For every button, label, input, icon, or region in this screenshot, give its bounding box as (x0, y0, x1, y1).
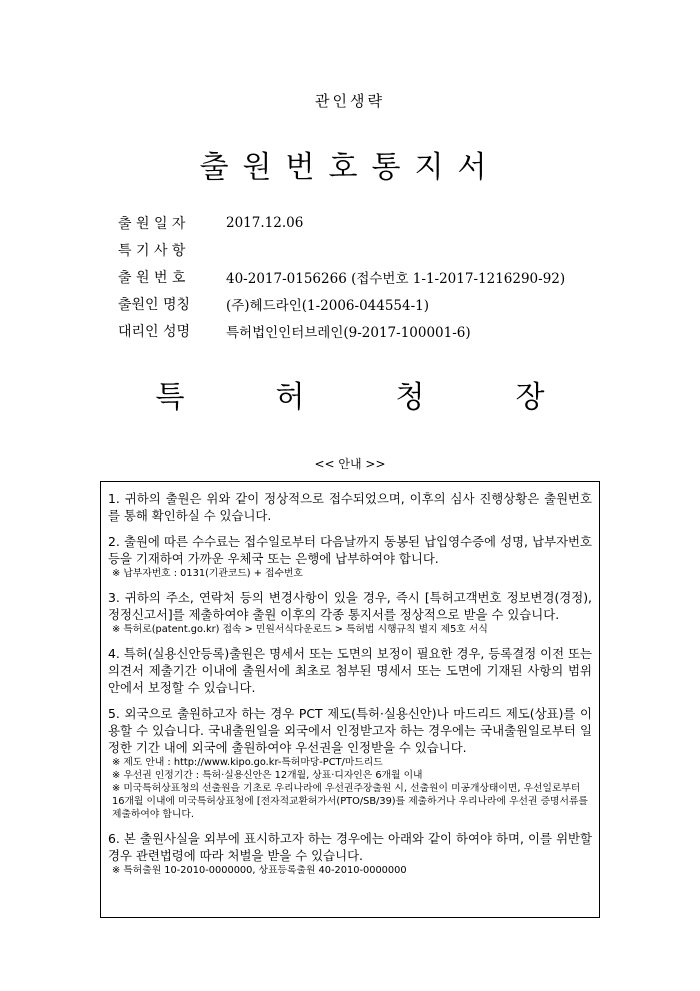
notice-note: ※ 특허로(patent.go.kr) 접속 > 민원서식다운로드 > 특허법 시행규칙 별지 제5호 서식 (112, 624, 488, 635)
issuer-char: 청 (395, 380, 425, 415)
notice-note: ※ 특허출원 10-2010-0000000, 상표등록출원 40-2010-0000000 (112, 865, 407, 876)
field-value: (주)헤드라인(1-2006-044554-1) (226, 297, 430, 314)
field-label: 특 기 사 항 (118, 242, 186, 259)
notice-text: 1. 귀하의 출원은 위와 같이 정상적으로 접수되었으며, 이후의 심사 진행상황은 출원번호를 통해 확인하실 수 있습니다. (108, 491, 592, 523)
field-label: 출 원 일 자 (118, 215, 186, 232)
notice-note: ※ 납부자번호 : 0131(기관코드) + 접수번호 (112, 568, 303, 579)
notice-item (108, 490, 592, 524)
field-value: 특허법인인터브레인(9-2017-100001-6) (226, 324, 471, 341)
field-label: 대리인 성명 (118, 323, 191, 340)
notice-note: ※ 제도 안내 : http://www.kipo.go.kr-특허마당-PCT/마드리드 (112, 757, 383, 768)
notice-item (108, 533, 592, 580)
notice-item (108, 830, 592, 877)
field-value: 2017.12.06 (226, 214, 304, 231)
field-row-application-number (118, 263, 565, 290)
document-title: 출원번호통지서 (199, 150, 501, 185)
notice-box (100, 481, 600, 918)
issuer-char: 특 (155, 380, 185, 415)
notice-text: 2. 출원에 따른 수수료는 접수일로부터 다음날까지 동봉된 납입영수증에 성명, 납부자번호 등을 기재하여 가까운 우체국 또는 은행에 납부하여야 합니다. (108, 534, 592, 566)
notice-note: ※ 미국특허상표청의 선출원을 기초로 우리나라에 우선권주장출원 시, 선출원이 미공개상태이면, 우선일로부터 16개월 이내에 미국특허상표청에 [전자적교환허가서(PTO/SB/39)를 제출하거나 우리나라에 우선권 증명서류를 제출하여야 합니다. (112, 783, 588, 820)
issuer-char: 장 (515, 380, 545, 415)
field-row-filing-date (118, 209, 565, 236)
field-label: 출원인 명칭 (118, 296, 191, 313)
notice-text: 3. 귀하의 주소, 연락처 등의 변경사항이 있을 경우, 즉시 [특허고객번호 정보변경(경정), 정정신고서]를 제출하여야 출원 이후의 각종 통지서를 정상적으로 받을 수 있습니다. (108, 590, 592, 622)
field-row-special-notes (118, 236, 565, 263)
notice-note: ※ 우선권 인정기간 : 특허·실용신안은 12개월, 상표·디자인은 6개월 이내 (112, 770, 423, 781)
issuer-char: 허 (275, 380, 305, 415)
notice-text: 4. 특허(실용신안등록)출원은 명세서 또는 도면의 보정이 필요한 경우, 등록결정 이전 또는 의견서 제출기간 이내에 출원서에 최초로 첨부된 명세서 또는 도면에 기재된 사항의 범위 안에서 보정할 수 있습니다. (108, 646, 592, 695)
notice-text: 6. 본 출원사실을 외부에 표시하고자 하는 경우에는 아래와 같이 하여야 하며, 이를 위반할 경우 관련법령에 따라 처벌을 받을 수 있습니다. (108, 831, 592, 863)
stamp-omitted-label: 관인생략 (315, 92, 385, 110)
field-value: 40-2017-0156266 (접수번호 1-1-2017-1216290-92) (226, 270, 566, 287)
notice-item (108, 589, 592, 636)
field-row-agent-name (118, 317, 565, 344)
issuer-name (0, 372, 700, 416)
notice-item (108, 705, 592, 821)
application-fields (118, 209, 565, 344)
notice-item (108, 645, 592, 696)
field-row-applicant-name (118, 290, 565, 317)
field-label: 출 원 번 호 (118, 269, 186, 286)
guide-header: << 안내 >> (314, 457, 386, 471)
notice-text: 5. 외국으로 출원하고자 하는 경우 PCT 제도(특허·실용신안)나 마드리드 제도(상표)를 이용할 수 있습니다. 국내출원일을 외국에서 인정받고자 하는 경우에는 국내출원일로부터 일정한 기간 내에 외국에 출원하여야 우선권을 인정받을 수 있습니다. (108, 706, 592, 755)
